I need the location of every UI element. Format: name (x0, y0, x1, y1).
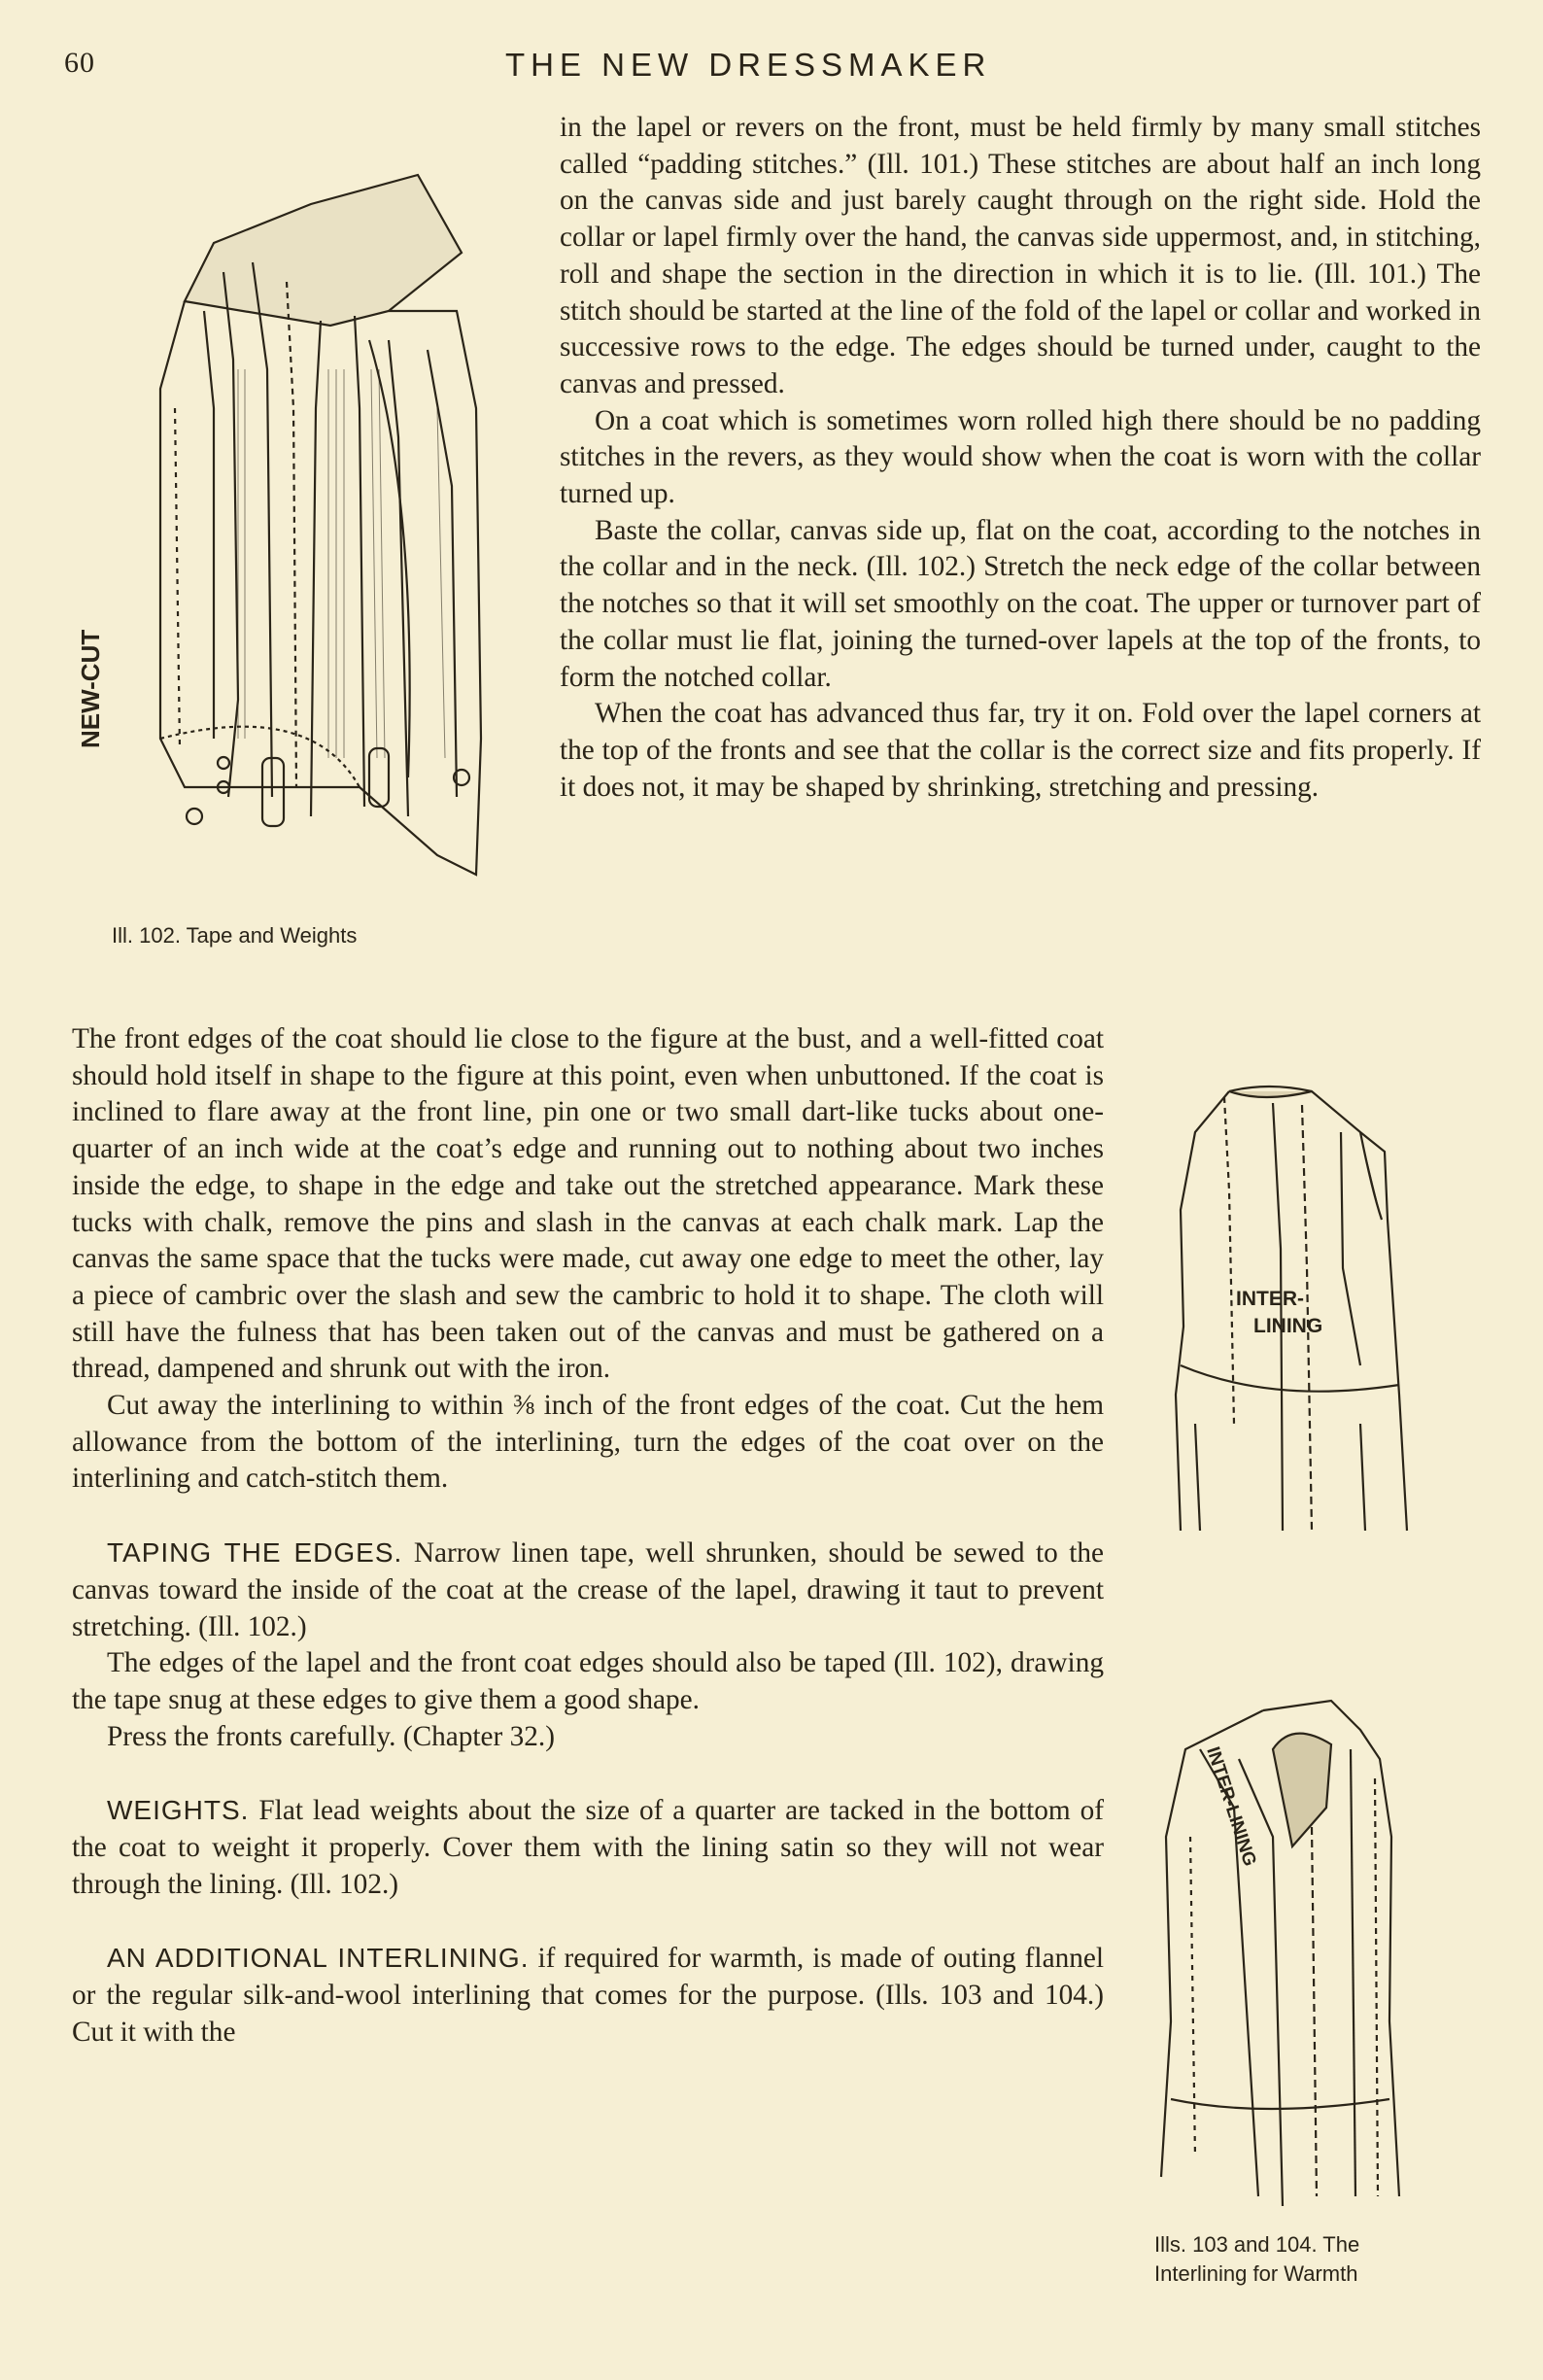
paragraph: if required for warmth, is made of outing flannel or the regular silk-and-wool interlining that comes for the purpose. (Ills. 103 and 104.) Cut it with the (72, 1943, 1105, 2048)
interlining-section (72, 1940, 1104, 2051)
paragraph: Narrow linen tape, well shrunken, should be sewed to the canvas toward the inside of the coat at the crease of the lapel, drawing it taut to prevent stretching. (Ill. 102.) (72, 1537, 1105, 1642)
caption-ills-103-104 (1154, 2230, 1359, 2289)
illustration-104 (1147, 1691, 1438, 2216)
section-heading-interlining: AN ADDITIONAL INTERLINING. (107, 1943, 530, 1974)
paragraph: Cut away the interlining to within ⅜ inch of the front edges of the coat. Cut the hem allowance from the bottom of the interlining, turn the edges of the coat over on the interlining and catch-stitch them. (72, 1390, 1104, 1495)
new-cut-side-label: NEW-CUT (76, 629, 105, 748)
caption-line: Ills. 103 and 104. The (1154, 2232, 1360, 2257)
interlining-side-label: INTER-LINING (1202, 1744, 1260, 1870)
paragraph: Flat lead weights about the size of a quarter are tacked in the bottom of the coat to weight it properly. Cover them with the lining satin so they will not wear through the lining. (Ill. 102.) (72, 1795, 1104, 1900)
paragraph: Baste the collar, canvas side up, flat on the coat, according to the notches in the collar and in the neck. (Ill. 102.) Stretch the neck edge of the collar between the notches so that it will set smoothly on the coat. The upper or turnover part of the collar must lie flat, joining the turned-over lapels at the top of the fronts, to form the notched collar. (560, 514, 1481, 693)
caption-line: Interlining for Warmth (1154, 2261, 1358, 2286)
section-heading-weights: WEIGHTS. (107, 1795, 250, 1826)
illustration-102 (68, 117, 486, 894)
taping-section (72, 1535, 1104, 1645)
paragraph: Press the fronts carefully. (Chapter 32.) (107, 1720, 556, 1752)
paragraph: The edges of the lapel and the front coat edges should also be taped (Ill. 102), drawing the tape snug at these edges to give them a good shape. (72, 1647, 1104, 1715)
section-heading-taping: TAPING THE EDGES. (107, 1537, 403, 1569)
paragraph: in the lapel or revers on the front, must be held firmly by many small stitches called “padding stitches.” (Ill. 101.) These stitches are about half an inch long on the canvas side and just barely caught through on the right side. Hold the collar or lapel firmly over the hand, the canvas side uppermost, and, in stitching, roll and shape the section in the direction in which it is to lie. (Ill. 101.) The stitch should be started at the line of the fold of the lapel or collar and worked in successive rows to the edge. The edges should be turned under, caught to the canvas and pressed. (560, 112, 1481, 399)
paragraph: When the coat has advanced thus far, try it on. Fold over the lapel corners at the top of the fronts and see that the collar is the correct size and fits properly. If it does not, it may be shaped by shrinking, stretching and pressing. (560, 698, 1481, 803)
weights-section (72, 1792, 1104, 1903)
middle-column-text (72, 1021, 1104, 2052)
interlining-label-1: INTER- (1236, 1288, 1304, 1310)
top-column-text (560, 110, 1481, 806)
paragraph: The front edges of the coat should lie close to the figure at the bust, and a well-fitted coat should hold itself in shape to the figure at this point, even when unbuttoned. If the coat is inclined to flare away at the front line, pin one or two small dart-like tucks about one-quarter of an inch wide at the coat’s edge and running out to nothing about two inches inside the edge, to shape in the edge and take out the stretched appearance. Mark these tucks with chalk, remove the pins and slash in the canvas at each chalk mark. Lap the canvas the same space that the tucks were made, cut away one edge to meet the other, lay a piece of cambric over the slash and sew the cambric to hold it to shape. The cloth will still have the fulness that has been taken out of the canvas and must be gathered on a thread, dampened and shrunk out with the iron. (72, 1023, 1104, 1385)
page-number: 60 (64, 47, 95, 79)
running-title: THE NEW DRESSMAKER (505, 47, 992, 83)
caption-ill-102: Ill. 102. Tape and Weights (112, 923, 358, 948)
paragraph: On a coat which is sometimes worn rolled high there should be no padding stitches in the revers, as they would show when the coat is worn with the collar turned up. (560, 404, 1481, 510)
interlining-label-2: LINING (1253, 1315, 1323, 1337)
illustration-103 (1166, 1074, 1428, 1540)
